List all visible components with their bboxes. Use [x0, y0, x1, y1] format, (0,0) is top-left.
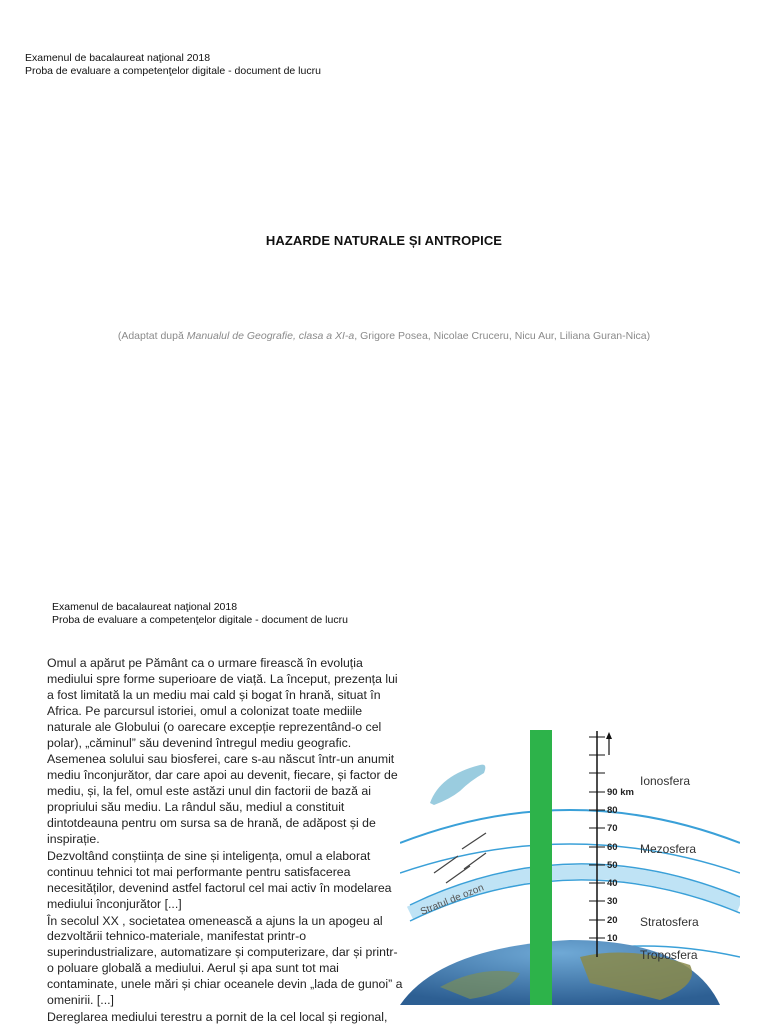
- tick-label: 40: [607, 878, 618, 889]
- body-text: [47, 656, 403, 1027]
- troposphere-label: Troposfera: [640, 948, 698, 962]
- ionosphere-label: Ionosfera: [640, 774, 691, 788]
- atmosphere-diagram: [400, 725, 740, 1005]
- header-probe-line: Proba de evaluare a competenţelor digitale - document de lucru: [52, 614, 348, 626]
- tick-label: 80: [607, 805, 618, 816]
- tick-label: 30: [607, 896, 618, 907]
- up-arrow-head-icon: [606, 732, 612, 739]
- paragraph: Dereglarea mediului terestru a pornit de la cel local și regional,: [47, 1009, 388, 1024]
- page-title: HAZARDE NATURALE ȘI ANTROPICE: [265, 233, 503, 248]
- ozone-layer-label: Stratul de ozon: [419, 882, 486, 918]
- meteor-streaks-icon: [434, 833, 486, 883]
- atmosphere-layers-figure: [400, 725, 740, 1005]
- stratosphere-label: Stratosfera: [640, 915, 699, 929]
- tick-label: 70: [607, 823, 618, 834]
- header-probe-line: Proba de evaluare a competenţelor digitale - document de lucru: [25, 65, 321, 77]
- source-authors: , Grigore Posea, Nicolae Cruceru, Nicu Aur, Liliana Guran-Nica): [354, 330, 651, 342]
- source-prefix: (Adaptat după: [117, 330, 187, 342]
- paragraph: În secolul XX , societatea omenească a ajuns la un apogeu al dezvoltării tehnico-materiale, manifestat printr-o superindustrializare, automatizare și computerizare, dar și printr-o poluare globală a mediului. Aerul și apa sunt tot mai contaminate, unele mări și chiar oceanele devin „lada de gunoi” a omenirii. [...]: [47, 913, 403, 1008]
- tick-label: 90 km: [607, 787, 634, 798]
- paragraph: Dezvoltând conștiința de sine și inteligența, omul a elaborat continuu tehnici tot mai performante pentru satisfacerea necesităților, devenind astfel factorul cel mai activ în modelarea mediului înconjurător [...]: [47, 848, 392, 911]
- tick-label: 20: [607, 915, 618, 926]
- layer-labels: [640, 774, 699, 962]
- green-altitude-bar: [530, 730, 552, 1005]
- mesosphere-label: Mezosfera: [640, 842, 697, 856]
- source-citation: [0, 330, 768, 342]
- tick-label: 50: [607, 860, 618, 871]
- paragraph: Asemenea solului sau biosferei, care s-au născut într-un anumit mediu înconjurător, dar care apoi au devenit, fiecare, și factor de mediu, și, la fel, omul este astăzi unul din factorii de bază ai propriului său mediu. La rândul său, mediul a constituit dintotdeauna pentru om sursa sa de hrană, de adăpost și de inspirație.: [47, 752, 398, 846]
- mesosphere-boundary: [400, 810, 740, 843]
- tick-label: 60: [607, 842, 618, 853]
- tick-label: 10: [607, 933, 618, 944]
- header-exam-line: Examenul de bacalaureat naţional 2018: [25, 52, 211, 64]
- aurora-cloud-icon: [430, 765, 485, 805]
- page2-header: [52, 601, 348, 627]
- document-header: [25, 52, 321, 78]
- paragraph: Omul a apărut pe Pământ ca o urmare firească în evoluția mediului spre forme superioare de viață. La început, prezența lui a fost limitată la un mediu mai cald și bogat în hrană, situat în Africa. Pe parcursul istoriei, omul a colonizat toate mediile naturale ale Globului (o oarecare excepție reprezentând-o cel polar), „căminul” său devenind întregul mediu geografic.: [47, 656, 398, 750]
- header-exam-line: Examenul de bacalaureat naţional 2018: [52, 601, 238, 613]
- source-book-title: Manualul de Geografie, clasa a XI-a: [186, 330, 355, 342]
